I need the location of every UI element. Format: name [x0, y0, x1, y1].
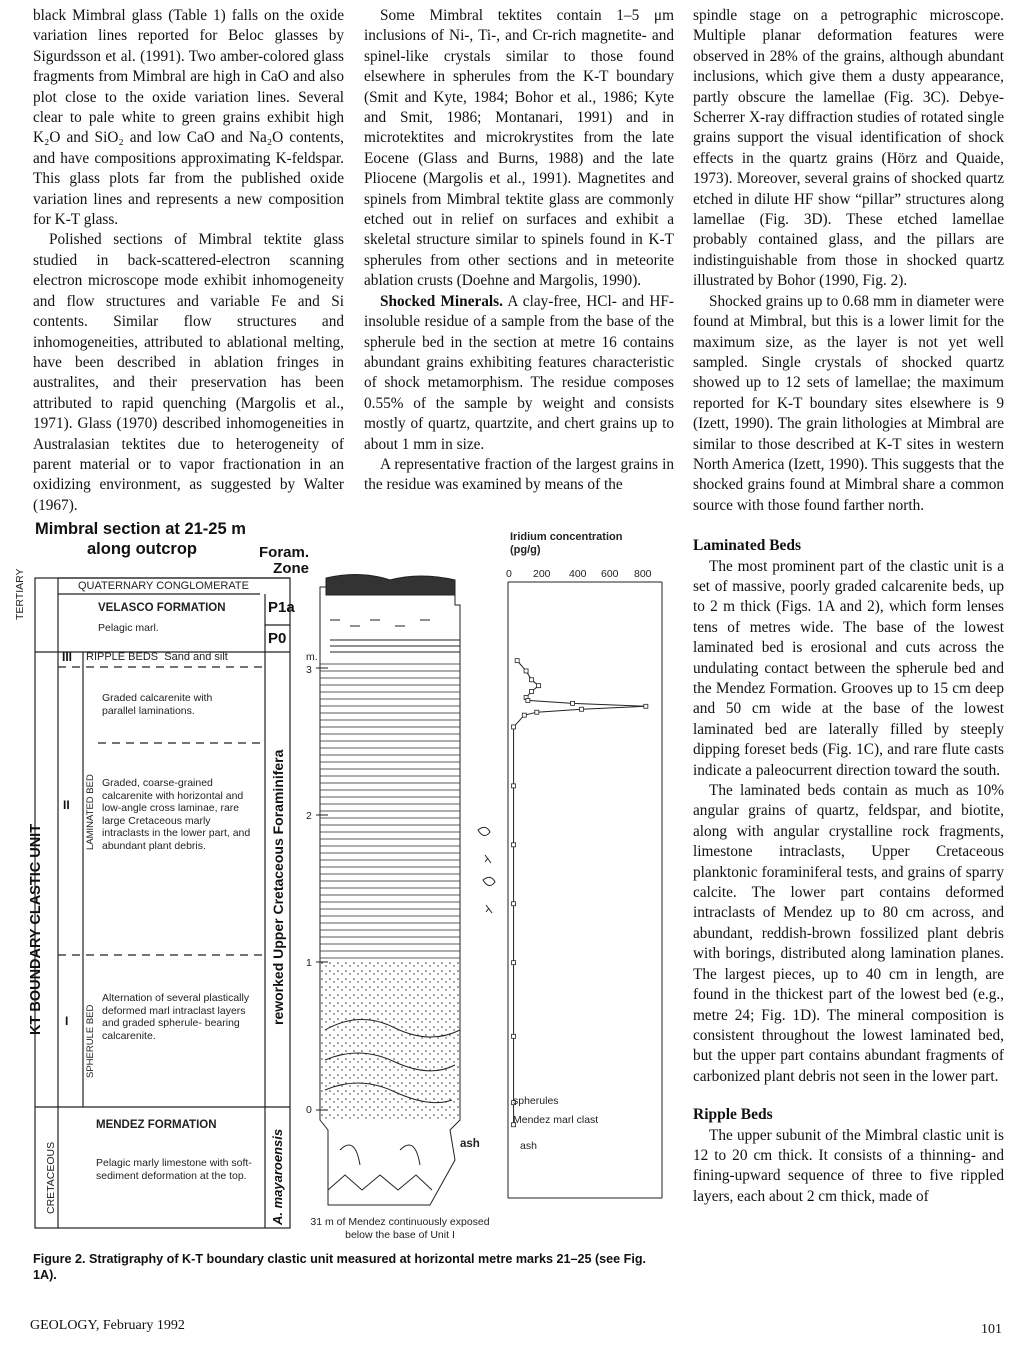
roman-3: III — [62, 650, 73, 664]
iridium-point — [522, 713, 526, 717]
velasco-label: VELASCO FORMATION — [98, 602, 226, 614]
pelagic-marl-label: Pelagic marl. — [98, 622, 159, 634]
scale-0: 0 — [306, 1104, 312, 1116]
iridium-series-line — [514, 661, 646, 1125]
iridium-point — [512, 902, 516, 906]
iridium-point — [512, 961, 516, 965]
iridium-point — [524, 669, 528, 673]
roman-1: I — [65, 1014, 69, 1028]
cretaceous-label: CRETACEOUS — [45, 1141, 57, 1214]
journal-footer: GEOLOGY, February 1992 — [30, 1318, 185, 1333]
iridium-point — [512, 725, 516, 729]
laminated-beds-heading: Laminated Beds — [693, 537, 802, 555]
graded-1-label: Graded calcarenite with parallel laminations. — [102, 692, 213, 717]
spherule-bed-label: SPHERULE BED — [85, 1004, 96, 1078]
roman-2: II — [63, 798, 70, 812]
ir-tick-200: 200 — [533, 568, 551, 580]
ir-tick-600: 600 — [601, 568, 619, 580]
figure-caption: Figure 2. Stratigraphy of K-T boundary clastic unit measured at horizontal metre marks 21–25 (see Fig. 1A). — [33, 1252, 647, 1282]
iridium-point — [512, 843, 516, 847]
iridium-unit: (pg/g) — [510, 544, 541, 556]
ripple-beds-heading: Ripple Beds — [693, 1106, 773, 1124]
mendez-note: 31 m of Mendez continuously exposed below the base of Unit I — [310, 1216, 490, 1241]
graded-2-label: Graded, coarse-grained calcarenite with horizontal and low-angle cross laminae, rare large Cretaceous marly intraclasts in the lower part, and abundant plant debris. — [102, 777, 251, 852]
col1-paragraph-1: black Mimbral glass (Table 1) falls on the oxide variation lines reported for Beloc glasses by Sigurdsson et al. (1991). Two amber-colored glass fragments from Mimbral are high in CaO and also plot close to the oxide variation lines. Several clear to pale white to green grains exhibit high K₂O and SiO₂ and low CaO and Na₂O contents, and have compositions approximating K-feldspar. This glass plots far from the published oxide variation lines and represents a new composition for K-T glass. — [33, 7, 344, 229]
col2-paragraph-3: A representative fraction of the largest grains in the residue was examined by means of the — [364, 455, 674, 494]
spherules-label: spherules — [513, 1095, 559, 1107]
col3-paragraph-4: The laminated beds contain as much as 10% angular grains of quartz, feldspar, and biotite, along with angular crystalline rock fragments, limestone intraclasts, Upper Cretaceous planktonic foraminiferal tests, and grains of sparry calcite. The lower part contains deformed intraclasts of Mendez up to 80 cm across, and abundant, reddish-brown fossilized plant debris with borings, distributed along lamination planes. The largest pieces, up to 40 cm in length, are found in the thickest part of the lowest bed (e.g., metre 24; Fig. 1D). The mineral composition is consistent throughout the lowest laminated bed, but the upper part contains abundant fragments of carbonized plant debris not seen in the lower part. — [693, 782, 1004, 1085]
ir-tick-0: 0 — [506, 568, 512, 580]
iridium-point — [644, 704, 648, 708]
iridium-point — [529, 678, 533, 682]
iridium-point — [515, 659, 519, 663]
iridium-point — [535, 710, 539, 714]
kt-unit-label: KT BOUNDARY CLASTIC UNIT — [28, 823, 44, 1035]
scale-1: 1 — [306, 957, 312, 969]
tertiary-label: TERTIARY — [14, 568, 26, 620]
iridium-point — [580, 707, 584, 711]
iridium-point — [512, 784, 516, 788]
alternation-label: Alternation of several plastically deformed marl intraclast layers and graded spherule- bearing calcarenite. — [102, 992, 250, 1042]
p1a-label: P1a — [268, 599, 295, 616]
scale-3: 3 — [306, 664, 312, 676]
col1-paragraph-2: Polished sections of Mimbral tektite glass studied in back-scattered-electron scanning electron microscope mode exhibit inhomogeneity and flow structures and variable Fe and Si contents. Similar flow structures and inhomogeneities, attributed to ablational melting, have been described in ablation fringes in australites, and their preservation has been attributed to rapid quenching (Margolis et al., 1971). Glass (1970) described inhomogeneities in Australasian tektites due to heterogeneity of parent material or to vapor fractionation in an oxidizing environment, as suggested by Walter (1967). — [33, 231, 344, 514]
iridium-point — [526, 698, 530, 702]
iridium-point — [537, 684, 541, 688]
foram-zone-label: Foram. Zone — [259, 544, 310, 577]
col3-paragraph-5: The upper subunit of the Mimbral clastic unit is 12 to 20 cm thick. It consists of a thinning- and fining-upward sequence of three to five rippled layers, each about 2 cm thick, made of — [693, 1126, 1004, 1205]
pelagic-lime-label: Pelagic marly limestone with soft-sediment deformation at the top. — [96, 1157, 252, 1182]
col3-paragraph-2: Shocked grains up to 0.68 mm in diameter were found at Mimbral, but this is a lower limit for the maximum size, as the layer is not yet well sampled. Single crystals of shocked quartz showed up to 12 sets of lamellae; the maximum reported for K-T boundary sites elsewhere is 9 (Izett, 1990). The grain lithologies at Mimbral are similar to those described at K-T sites in western North America (Izett, 1990). This suggests that the shocked grains found at Mimbral share a common source with those found farther north. — [693, 292, 1004, 514]
iridium-point — [512, 1034, 516, 1038]
ash-label-2: ash — [520, 1140, 537, 1152]
lithology-column — [316, 574, 495, 1205]
mayaroensis-label: A. mayaroensis — [270, 1128, 285, 1225]
ash-label: ash — [460, 1138, 480, 1150]
p0-label: P0 — [268, 630, 287, 647]
shocked-minerals-head: Shocked Minerals. — [380, 292, 503, 310]
quaternary-label: QUATERNARY CONGLOMERATE — [78, 580, 249, 592]
scale-2: 2 — [306, 810, 312, 822]
col2-paragraph-1: Some Mimbral tektites contain 1–5 μm inclusions of Ni-, Ti-, and Cr-rich magnetite- and spinel-like crystals similar to those found elsewhere in spherules from the K-T boundary (Smit and Kyte, 1984; Bohor et al., 1986; Kyte and Smit, 1986; Montanari, 1991) and in microtektites and microkrystites from the late Eocene (Glass and Burns, 1988) and the late Pliocene (Margolis et al., 1991). Magnetites and spinels from Mimbral tektite glass are commonly etched out in relief on surfaces and exhibit a skeletal structure similar to spinels found in K-T spherules from other sections and in meteorite ablation crusts (Doehne and Margolis, 1990). — [364, 7, 674, 290]
iridium-point — [571, 701, 575, 705]
figure-title: Mimbral section at 21-25 m along outcrop — [35, 520, 246, 558]
col3-paragraph-1: spindle stage on a petrographic microscope. Multiple planar deformation features were observed in 28% of the grains, although abundant inclusions, which give them a dusty appearance, partly obscure the lamellae (Fig. 3C). Debye-Scherrer X-ray diffraction studies of rotated single grains support the visual identification of shock effects in the quartz grains (Hörz and Quaide, 1973). Moreover, several grains of shocked quartz etched in dilute HF show “pillar” structures along lamellae (Fig. 3D). These etched lamellae probably contained glass, and the pillars are indistinguishable from those in shocked quartz illustrated by Bohor (1990, Fig. 2). — [693, 7, 1004, 290]
col2-paragraph-2: Shocked Minerals. A clay-free, HCl- and HF-insoluble residue of a sample from the base of the spherule bed in the section at metre 16 contains abundant grains exhibiting features characteristic of shock metamorphism. The residue composes 0.55% of the sample by weight and consists mostly of quartz, quartzite, and chert grains up to about 1 mm in size. — [364, 292, 674, 453]
ir-tick-400: 400 — [569, 568, 587, 580]
mendez-clast-label: Mendez marl clast — [513, 1114, 599, 1126]
col3-paragraph-3: The most prominent part of the clastic unit is a set of massive, poorly graded calcarenite beds, up to 2 m thick (Figs. 1A and 2), which form lenses tens of metres wide. The base of the lowest laminated bed is erosional and cuts across the undulating contact between the spherule bed and the Mendez Formation. Grooves up to 15 cm deep and 50 cm wide at the base of the lowest laminated bed are laterally filled by steeply dipping foreset beds (Fig. 1C), and rare flute casts indicate a paleocurrent direction toward the south. — [693, 557, 1004, 779]
reworked-label: reworked Upper Cretaceous Foraminifera — [270, 749, 286, 1025]
iridium-title: Iridium concentration — [510, 531, 623, 543]
iridium-point — [529, 690, 533, 694]
mendez-label: MENDEZ FORMATION — [96, 1119, 217, 1131]
iridium-plot — [512, 659, 648, 1127]
ripple-beds-label: RIPPLE BEDS Sand and silt — [86, 651, 228, 663]
meter-label: m. — [306, 651, 318, 663]
ir-tick-800: 800 — [634, 568, 652, 580]
page-number: 101 — [981, 1322, 1002, 1337]
laminated-bed-label: LAMINATED BED — [85, 774, 96, 850]
